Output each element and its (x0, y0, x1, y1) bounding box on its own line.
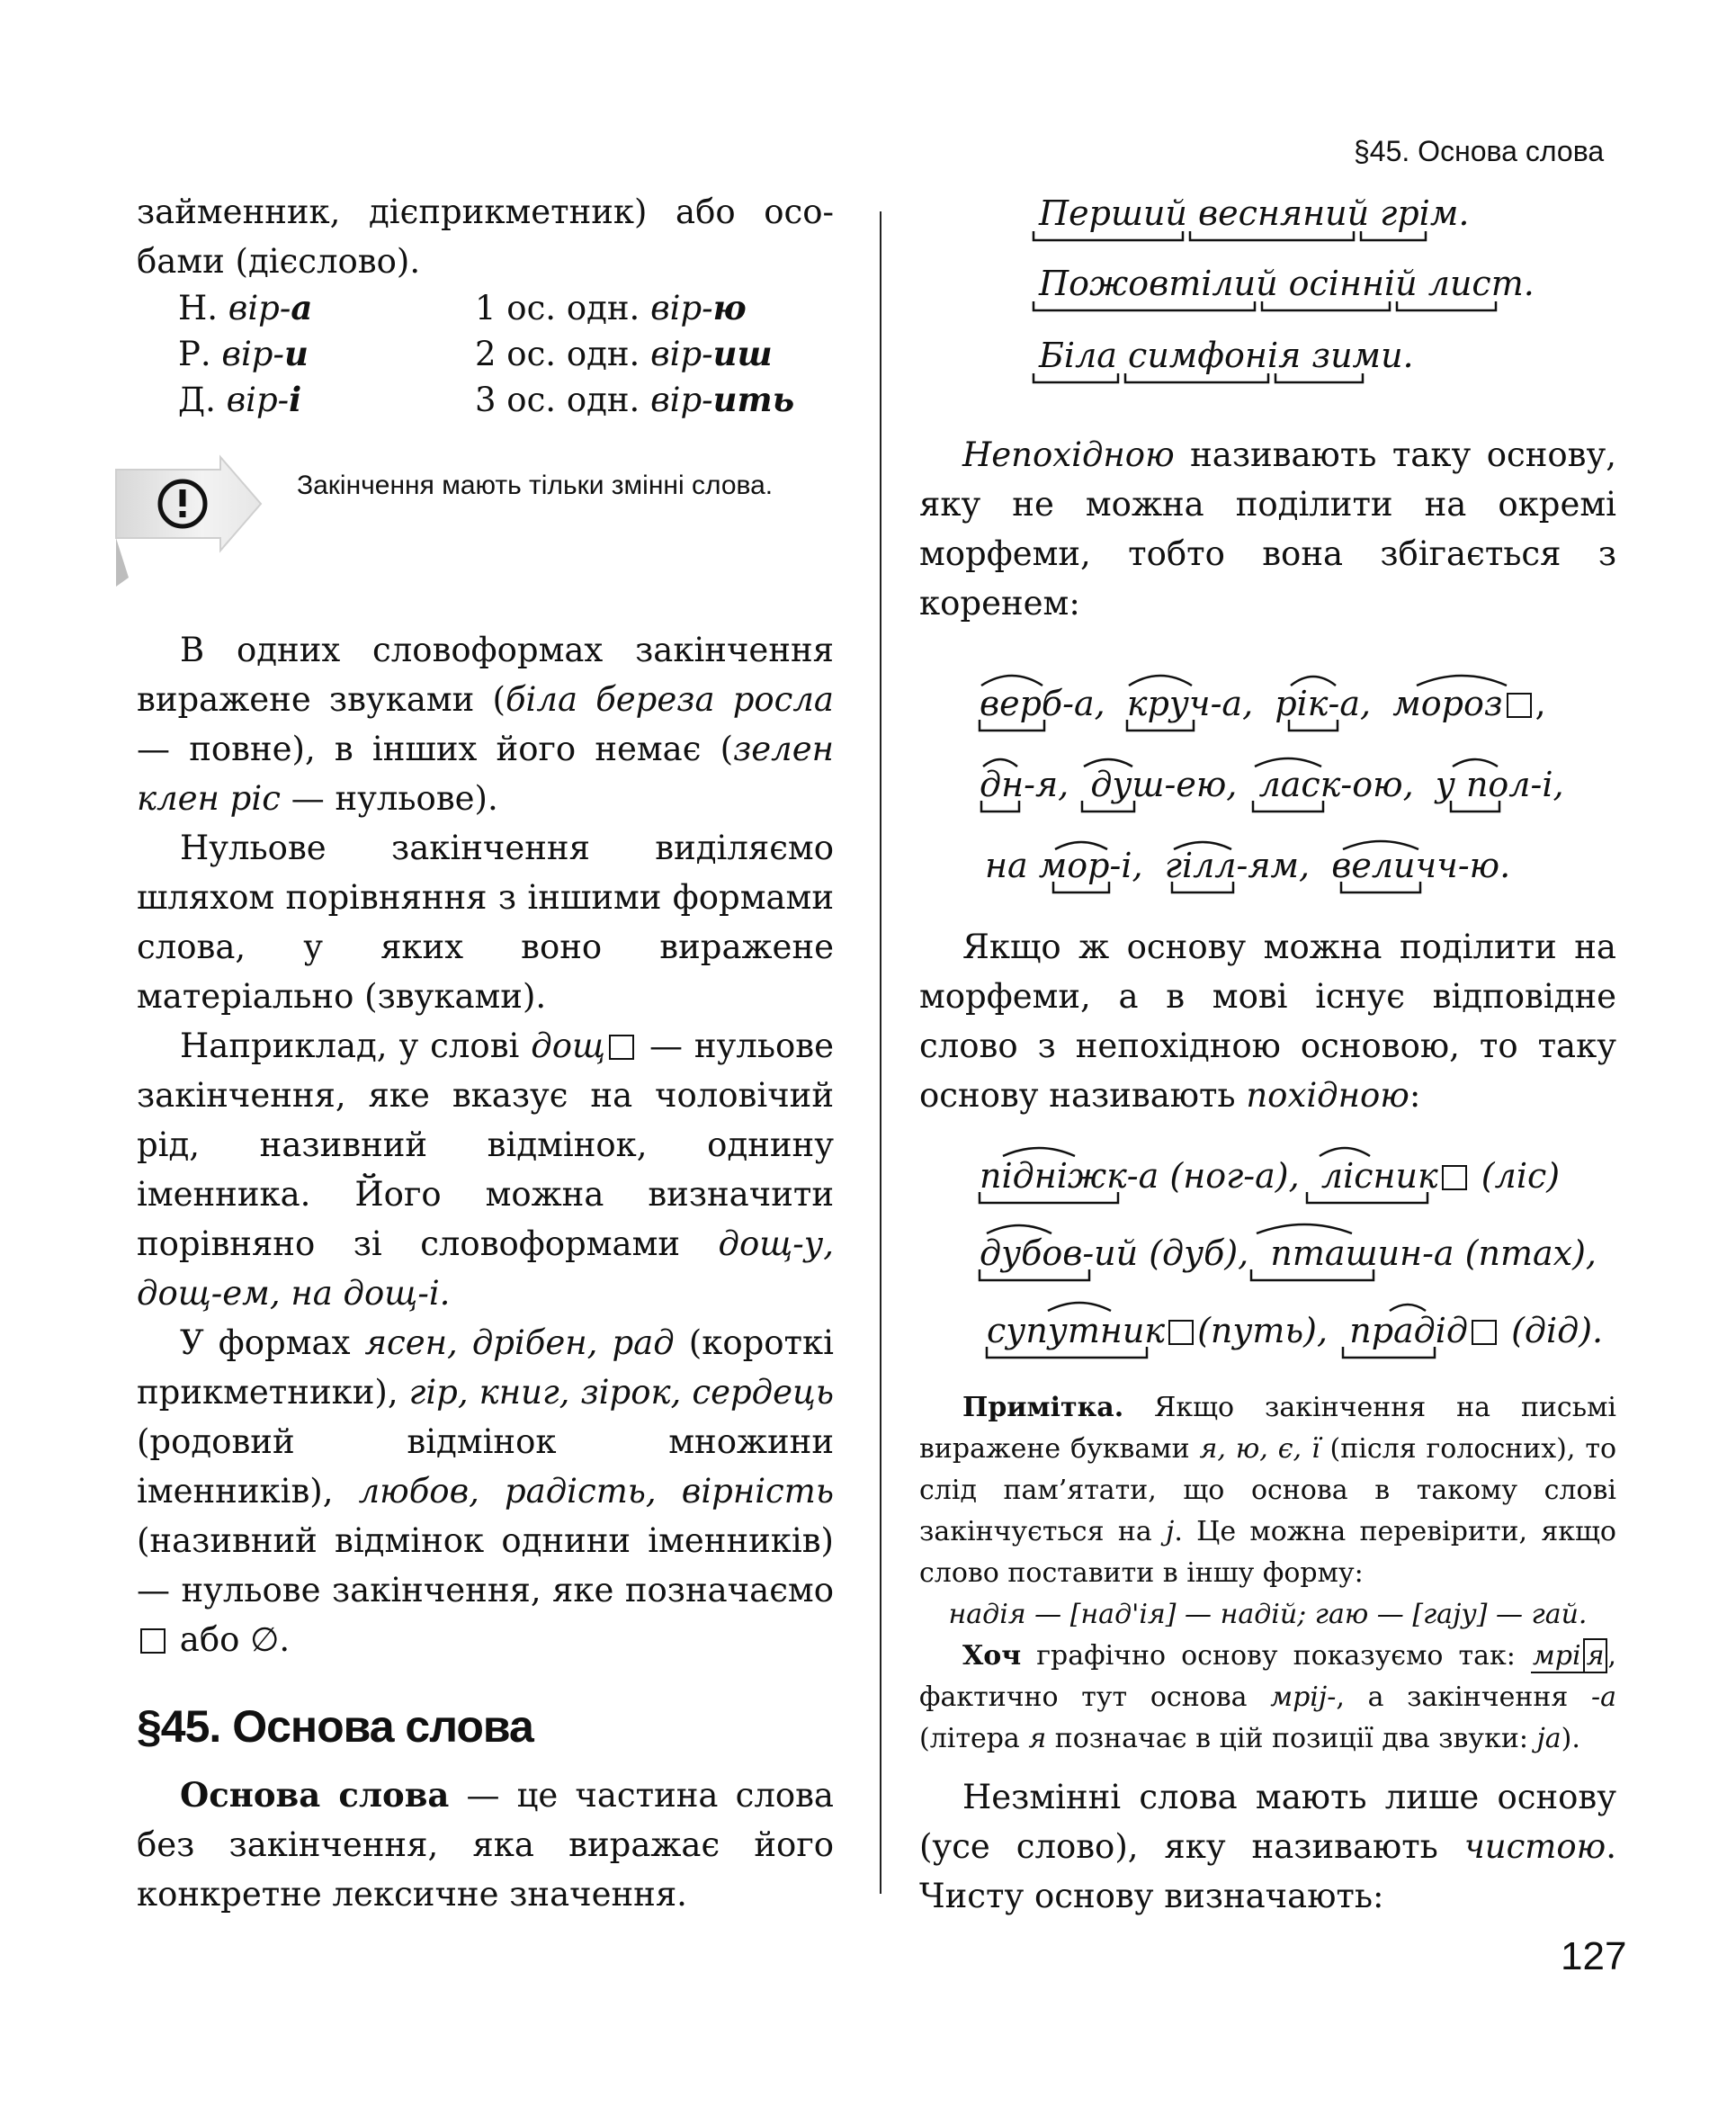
page-number: 127 (1561, 1934, 1627, 1978)
phrase-line: Пожовтілий осінній лист. (1039, 264, 1535, 303)
zero-ending-box (1442, 1165, 1467, 1190)
example-row: верб-а, круч-а, рік-а, мороз , (980, 684, 1546, 723)
nonderived-paragraph: Непохідною називають таку основу, яку не можна поділити на окремі морфеми, тобто вона збігається з коренем: (919, 435, 1616, 623)
zero-ending-box (140, 1628, 166, 1654)
example-row: супутник (путь), прадід (дід). (987, 1311, 1604, 1350)
case-row: Д. вір-і 3 ос. одн. вір-ить (178, 380, 795, 419)
remark: Примітка. Якщо закінчення на письмі виражене буквами я, ю, є, ї (після голосних), то слід пам’ятати, що основа в такому слові закінчується на j. Це можна перевірити, якщо слово поставити в іншу форму: надія — [над'ія] — надій; гаю — [гају] — гай. Хоч графічно основу показуємо так: мрі я , фактично тут основа мріj-, а закінчення -а (літера я позначає в цій позиції два звуки: jа). (919, 1392, 1616, 1754)
paragraph-forms: У формах ясен, дрібен, рад (короткі прикметники), гір, книг, зірок, сердець (родовий відмінок множини іменників), любов, радість, вірність (називний відмінок однини іменників) — нульове закінчення, яке позначаємо або ∅. (137, 1323, 834, 1659)
section-heading: §45. Основа слова (137, 1701, 533, 1752)
note-callout (112, 452, 265, 587)
left-body (137, 625, 834, 1664)
intro-line-2: бами (дієслово). (137, 242, 421, 281)
intro-line-1: займенник, дієприкметник) або осо- (137, 193, 834, 231)
zero-ending-box (1507, 693, 1532, 718)
running-header: §45. Основа слова (1354, 135, 1605, 167)
paragraph-example: Наприклад, у слові дощ — нульове закінчення, яке вказує на чоловічий рід, називний відмінок, однину іменника. Його можна визначити порівняно зі словоформами дощ-у, дощ-ем, на дощ-і. (137, 1027, 834, 1313)
derived-examples (967, 1138, 1615, 1372)
zero-ending-box (1168, 1320, 1194, 1345)
example-row: на мор-і, гілл-ям, величч-ю. (985, 846, 1511, 885)
example-row: дн-я, душ-ею, ласк-ою, у пол-і, (980, 765, 1564, 804)
case-row: Н. вір-а 1 ос. одн. вір-ю (178, 288, 747, 327)
phrase-line: Перший весняний грім. (1039, 193, 1470, 233)
column-divider (880, 211, 881, 1894)
zero-ending-box (609, 1035, 634, 1060)
remark-example: надія — [над'ія] — надій; гаю — [гају] — гай. (948, 1599, 1588, 1630)
note-text: Закінчення мають тільки змінні слова. (297, 471, 774, 500)
pure-stem-paragraph: Незмінні слова мають лише основу (усе слово), яку називають чистою. Чисту основу визначають: (919, 1778, 1616, 1915)
paragraph-zero-ending: Нульове закінчення виділяємо шляхом порівняння з іншими формами слова, у яких воно виражене матеріально (звуками). (137, 829, 834, 1016)
case-row: Р. вір-и 2 ос. одн. вір-иш (178, 334, 773, 373)
derived-paragraph: Якщо ж основу можна поділити на морфеми, а в мові існує відповідне слово з непохідною основою, то таку основу називають похідною: (919, 928, 1616, 1115)
exclamation-icon (112, 452, 265, 587)
left-intro (137, 187, 834, 286)
phrase-line: Біла симфонія зими. (1039, 336, 1414, 375)
example-row: дубов-ий (дуб), пташин-а (птах), (980, 1233, 1597, 1273)
example-row: підніжк-а (ног-а), лісник (ліс) (980, 1156, 1561, 1196)
case-table (178, 285, 844, 423)
definition: Основа слова — це частина слова без закінчення, яка виражає його конкретне лексичне значення. (137, 1775, 834, 1914)
paragraph-endings: В одних словоформах закінчення виражене звуками (біла береза росла — повне), в інших його немає (зелен клен ріс — нульове). (137, 631, 834, 818)
nonderived-examples (967, 666, 1615, 909)
zero-ending-box (1472, 1320, 1497, 1345)
